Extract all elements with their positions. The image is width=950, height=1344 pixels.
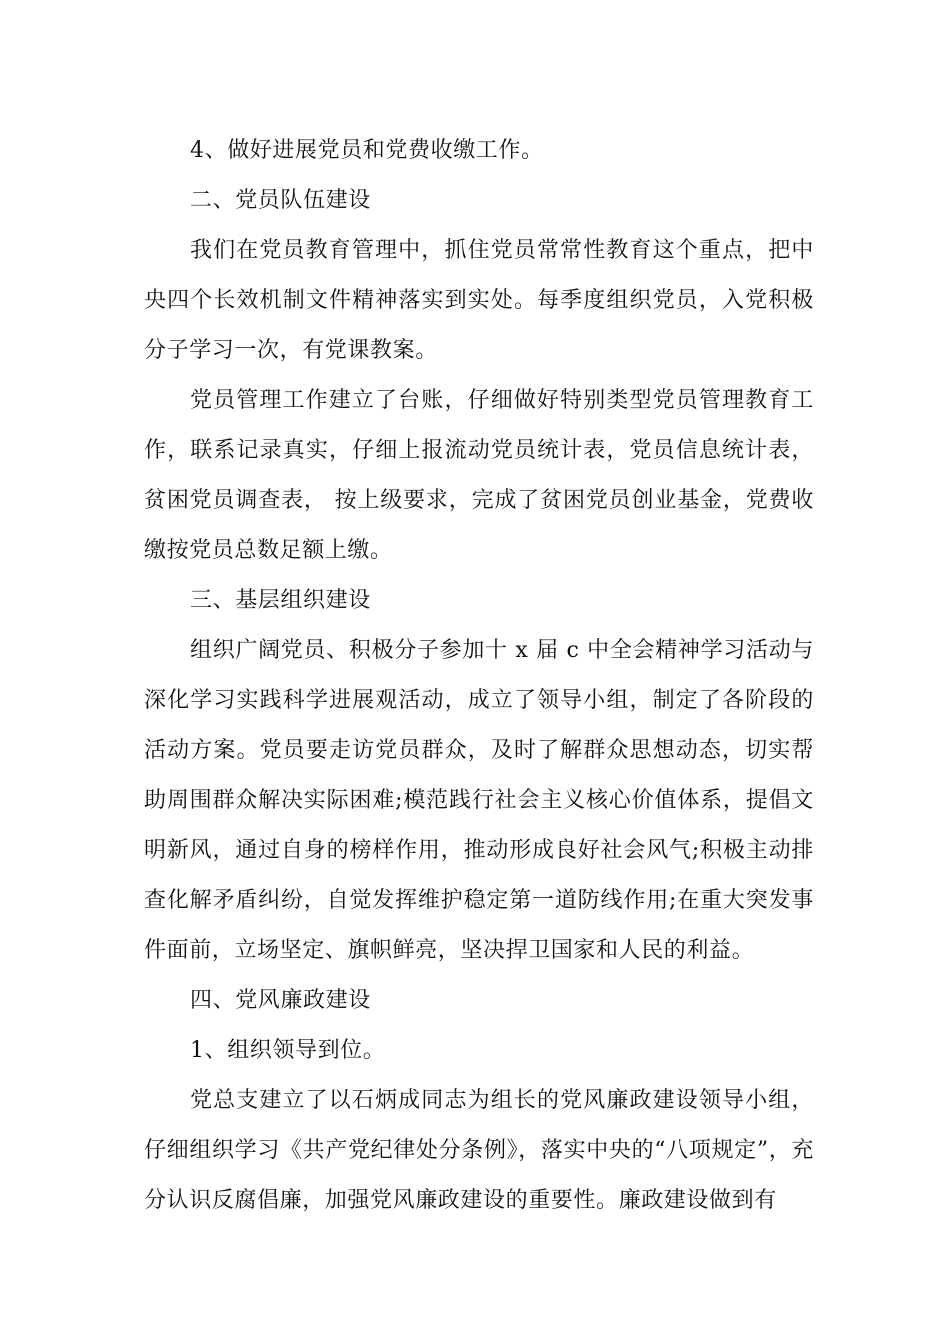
section-heading-party-member-team: 二、党员队伍建设 bbox=[190, 188, 371, 213]
paragraph-education-management: 我们在党员教育管理中，抓住党员常常性教育这个重点，把中央四个长效机制文件精神落实到实处。每季度组织党员，入党积极分子学习一次，有党课教案。 bbox=[144, 238, 814, 363]
paragraph-integrity-leadership-group: 党总支建立了以石炳成同志为组长的党风廉政建设领导小组，仔细组织学习《共产党纪律处分条例》，落实中央的“八项规定”，充分认识反腐倡廉，加强党风廉政建设的重要性。廉政建设做到有 bbox=[144, 1088, 814, 1213]
paragraph-member-management: 党员管理工作建立了台账，仔细做好特别类型党员管理教育工作，联系记录真实，仔细上报流动党员统计表，党员信息统计表，贫困党员调查表， 按上级要求，完成了贫困党员创业基金，党费收缴按党员总数足额上缴。 bbox=[144, 388, 814, 563]
section-heading-grassroots-organization: 三、基层组织建设 bbox=[190, 588, 371, 613]
section-heading-integrity-building: 四、党风廉政建设 bbox=[190, 988, 371, 1013]
list-item-recruitment-and-dues: 4、做好进展党员和党费收缴工作。 bbox=[190, 138, 544, 163]
document-body bbox=[144, 126, 814, 1226]
subheading-leadership-in-place: 1、组织领导到位。 bbox=[190, 1038, 386, 1063]
paragraph-organization-activities: 组织广阔党员、积极分子参加十 x 届 c 中全会精神学习活动与深化学习实践科学进展观活动，成立了领导小组，制定了各阶段的活动方案。党员要走访党员群众，及时了解群众思想动态，切实帮助周围群众解决实际困难;模范践行社会主义核心价值体系，提倡文明新风，通过自身的榜样作用，推动形成良好社会风气;积极主动排查化解矛盾纠纷，自觉发挥维护稳定第一道防线作用;在重大突发事件面前，立场坚定、旗帜鲜亮，坚决捍卫国家和人民的利益。 bbox=[144, 638, 814, 963]
